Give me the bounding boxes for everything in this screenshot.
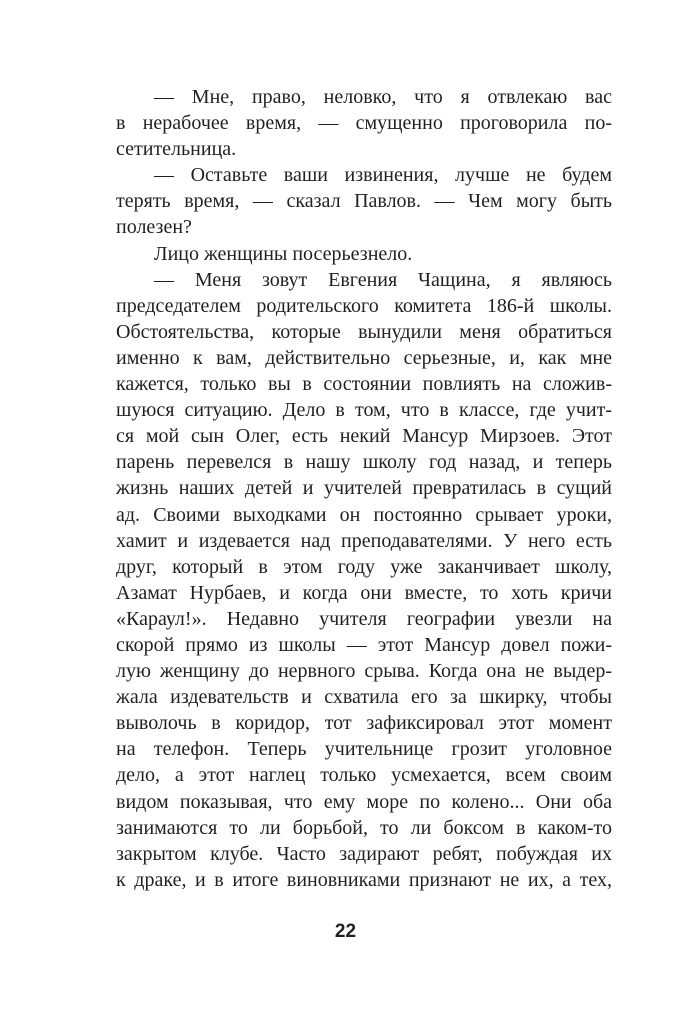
text-line: занимаются то ли борьбой, то ли боксом в каком-то <box>116 816 612 839</box>
text-line: сетительница. <box>116 138 237 161</box>
text-line: именно к вам, действительно серьезные, и, как мне <box>116 346 612 369</box>
text-line: на телефон. Теперь учительнице грозит уголовное <box>116 738 612 761</box>
text-line: — Оставьте ваши извинения, лучше не будем <box>154 164 612 187</box>
text-line: друг, который в этом году уже заканчивает школу, <box>116 555 612 578</box>
text-line: в нерабочее время, — смущенно проговорила по- <box>116 112 612 135</box>
text-line: шуюся ситуацию. Дело в том, что в классе, где учит- <box>116 399 612 422</box>
text-line: кажется, только вы в состоянии повлиять на сложив- <box>116 373 612 396</box>
text-line: жизнь наших детей и учителей превратилась в сущий <box>116 477 612 500</box>
text-line: Обстоятельства, которые вынудили меня обратиться <box>116 320 612 343</box>
text-line: «Караул!». Недавно учителя географии увезли на <box>116 607 612 630</box>
text-line: терять время, — сказал Павлов. — Чем могу быть <box>116 190 612 213</box>
text-line: парень перевелся в нашу школу год назад, и теперь <box>116 451 612 474</box>
text-line: хамит и издевается над преподавателями. У него есть <box>116 529 612 552</box>
text-line: видом показывая, что ему море по колено... Они оба <box>116 790 612 813</box>
page-number: 22 <box>334 921 357 942</box>
text-line: — Мне, право, неловко, что я отвлекаю вас <box>154 86 612 108</box>
text-line: ад. Своими выходками он постоянно срывает уроки, <box>116 503 612 526</box>
text-line: к драке, и в итоге виновниками признают не их, а тех, <box>116 868 612 891</box>
text-line: дело, а этот наглец только усмехается, всем своим <box>116 764 612 787</box>
text-line: Лицо женщины посерьезнело. <box>154 242 413 265</box>
text-line: скорой прямо из школы — этот Мансур довел пожи- <box>116 633 612 656</box>
text-line: лую женщину до нервного срыва. Когда она не выдер- <box>116 660 612 683</box>
text-line: жала издевательств и схватила его за шкирку, чтобы <box>116 686 612 709</box>
text-line: полезен? <box>116 216 192 239</box>
text-line: ся мой сын Олег, есть некий Мансур Мирзоев. Этот <box>116 425 612 448</box>
body-text <box>116 84 612 893</box>
text-line: Азамат Нурбаев, и когда они вместе, то хоть кричи <box>116 581 612 604</box>
text-line: председателем родительского комитета 186-й школы. <box>116 294 612 317</box>
text-line: — Меня зовут Евгения Чащина, я являюсь <box>154 268 612 291</box>
text-line: закрытом клубе. Часто задирают ребят, побуждая их <box>116 842 612 865</box>
text-line: выволочь в коридор, тот зафиксировал этот момент <box>116 712 612 735</box>
